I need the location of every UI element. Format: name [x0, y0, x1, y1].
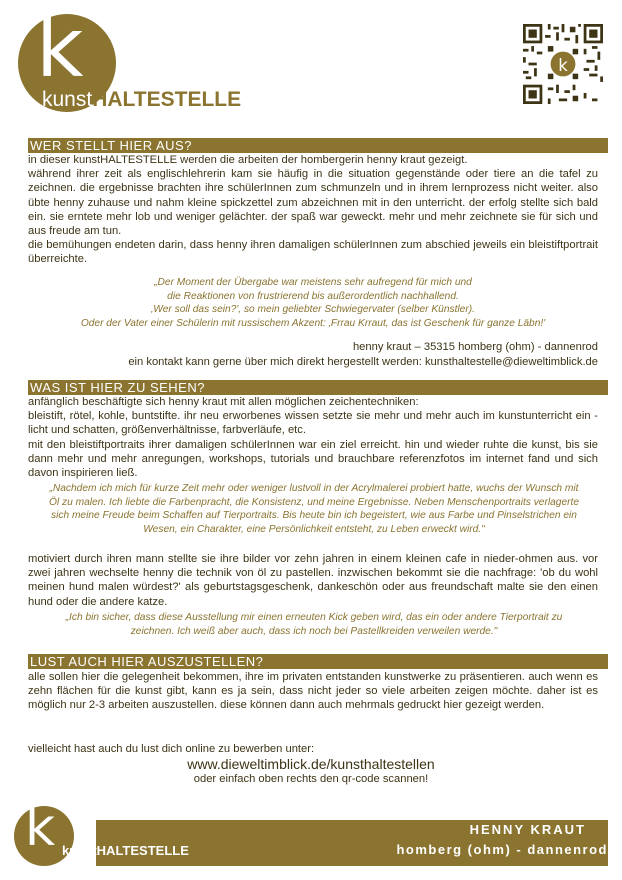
section3-para-1: alle sollen hier die gelegenheit bekommen, ihre im privaten entstanden kunstwerke zu präsentieren. auch wenn es zehn flächen für die kunst gibt, kann es ja sein, dass nicht jeder so viele arbeiten zeigen möchte. daher ist es möglich nur 2-3 arbeiten auszustellen. diese können dann auch mehrmals gedruckt hier gezeigt werden.: [28, 671, 598, 712]
footer-artist-place: homberg (ohm) - dannenrod: [396, 842, 608, 857]
footer-wordmark: kunstHALTESTELLE: [62, 843, 189, 858]
section-title-lust-auch: LUST AUCH HIER AUSZUSTELLEN?: [30, 654, 264, 669]
section1-line-1: in dieser kunstHALTESTELLE werden die arbeiten der hombergerin henny kraut gezeigt.: [28, 154, 468, 166]
qr-code-image[interactable]: [523, 24, 603, 104]
apply-url-note: oder einfach oben rechts den qr-code scannen!: [193, 773, 429, 785]
logo-wordmark: [42, 88, 241, 112]
section2-body-top: [28, 395, 598, 480]
footer: [0, 798, 622, 866]
footer-artist-name: HENNY KRAUT: [469, 822, 586, 837]
apply-url-link[interactable]: www.dieweltimblick.de/kunsthaltestellen: [187, 756, 435, 772]
quote1-line-4: Oder der Vater einer Schülerin mit russischem Akzent: ‚Frrau Krraut, das ist Geschenk für ganze Läbn!': [80, 317, 546, 329]
section-title-wer-stellt: WER STELLT HIER AUS?: [30, 138, 192, 153]
quote1-line-2: die Reaktionen von frustrierend bis außerordentlich nachhallend.: [167, 290, 459, 302]
section2-quote-1: „Nachdem ich mich für kurze Zeit mehr oder weniger lustvoll in der Acrylmalerei probiert hatte, wuchs der Wunsch mit Öl zu malen. Ich liebte die Farbenpracht, die Konsistenz, und meine Ergebnisse. Neben Menschenportraits verlagerte sich meine Freude beim Schaffen auf Tierportraits. Bis heute bin ich begeistert, wie aus Farbe und Pinselstrichen ein Wesen, ein Charakter, eine Persönlichkeit entsteht, zu Leben erweckt wird.": [48, 483, 580, 535]
footer-logo-letter: k: [25, 798, 56, 858]
section1-line-2: während ihrer zeit als englischlehrerin kam sie häufig in die situation gegenstände oder tiere an die tafel zu zeichnen. die ergebnisse brachten ihre schülerInnen zum schmunzeln und in ihrem lernprozess nicht weiter. also übte henny zuhause und nahm kleine spickzettel zum abzeichnen mit in den unterricht. der erfolg stellte sich bald ein. sie erntete mehr lob und weniger gelächter. der spaß war geweckt. mehr und mehr zeichnete sie für sich und aus freude am tun.: [28, 168, 598, 238]
section1-line-3: die bemühungen endeten darin, dass henny ihren damaligen schülerInnen zum abschied jeweils ein bleistiftportrait überreichte.: [28, 239, 598, 266]
section2-para-1: anfänglich beschäftigte sich henny kraut mit allen möglichen zeichentechniken:: [28, 396, 419, 408]
quote1-line-3: ‚Wer soll das sein?', so mein geliebter Schwiegervater (selber Künstler).: [151, 304, 475, 315]
section2-quote-2: „Ich bin sicher, dass diese Ausstellung mir einen erneuten Kick geben wird, das ein oder andere Tierportrait zu zeichnen. Ich weiß aber auch, dass ich noch bei Pastellkreiden verweilen werde.": [65, 612, 563, 637]
logo-word-main: HALTESTELLE: [92, 88, 242, 111]
section1-body: [28, 153, 598, 267]
logo-letter: k: [36, 1, 84, 96]
section-title-was-ist: WAS IST HIER ZU SEHEN?: [30, 380, 205, 395]
quote1-line-1: „Der Moment der Übergabe war meistens sehr aufregend für mich und: [154, 277, 472, 288]
svg-text:k: k: [558, 55, 568, 75]
header-logo: [14, 1, 274, 114]
section2-para-3: mit den bleistiftportraits ihrer damaligen schülerInnen war ein ziel erreicht. hin und wieder ruhte die kunst, bis sie dann mehr und mehr anregungen, workshops, tutorials und brauchbare referenzfotos im internet fand und sich davon inspirieren ließ.: [28, 438, 598, 480]
section2-para-4: motiviert durch ihren mann stellte sie ihre bilder vor zehn jahren in einem kleinen cafe in nieder-ohmen aus. vor zwei jahren wechselte henny die technik von öl zu pastellen. inzwischen bekommt sie die nachfrage: 'ob du wohl meinen hund malen würdest?' als geburtstagsgeschenk, dankeschön oder aus freundschaft malte sie den einen hund oder die andere katze.: [28, 553, 598, 608]
section1-quote: [28, 276, 598, 330]
section2-para-2: bleistift, rötel, kohle, buntstifte. ihr neu erworbenes wissen setzte sie mehr und mehr auch im kunstunterricht ein - licht und schatten, größenverhältnisse, farbverläufe, etc.: [28, 410, 598, 437]
section3-para-2: vielleicht hast auch du lust dich online zu bewerben unter:: [28, 743, 315, 755]
contact-address: henny kraut – 35315 homberg (ohm) - dannenrod: [352, 341, 598, 353]
contact-email-line[interactable]: ein kontakt kann gerne über mich direkt hergestellt werden: kunsthaltestelle@dieweltimblick.de: [128, 356, 598, 368]
logo-word-prefix: kunst: [42, 88, 93, 111]
